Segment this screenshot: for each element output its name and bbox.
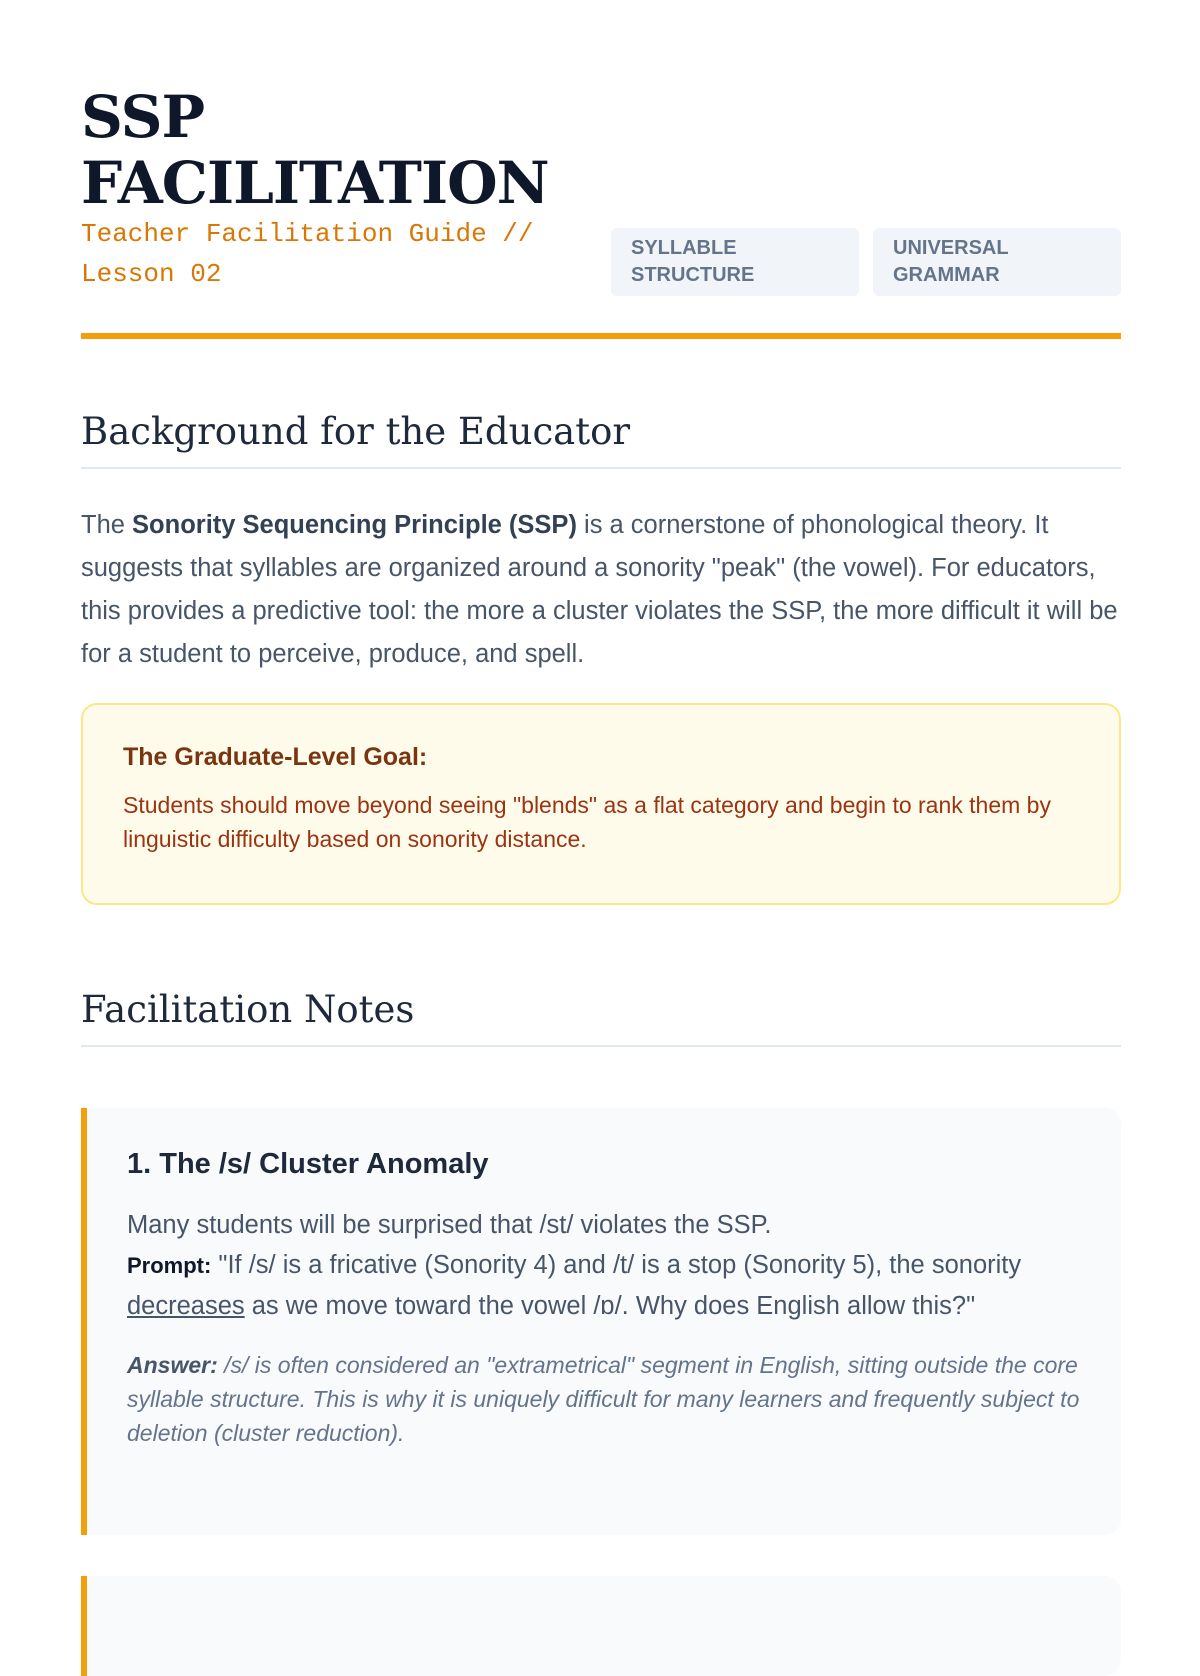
note-card-next: [81, 1576, 1121, 1676]
note-prompt: [127, 1245, 1081, 1326]
background-heading: Background for the Educator: [81, 410, 1121, 469]
title-line-2: FACILITATION: [81, 149, 549, 217]
goal-title: The Graduate-Level Goal:: [123, 743, 428, 771]
note-card: [81, 1108, 1121, 1535]
text: is a cornerstone of phonological theory. It suggests that syllables are organized around a sonority "peak" (the vowel). For educators, this provides a predictive tool: the more a cluster violates the SSP, the more difficult it will be for a student to perceive, produce, and spell.: [81, 511, 1118, 668]
text: The: [81, 511, 133, 539]
header-divider: [81, 333, 1121, 339]
prompt-label: Prompt:: [127, 1253, 212, 1278]
answer-label: Answer:: [127, 1352, 218, 1378]
emphasis: decreases: [127, 1292, 245, 1320]
background-paragraph: [81, 504, 1126, 676]
goal-callout: [81, 703, 1121, 905]
text: /s/ is often considered an "extrametrical" segment in English, sitting outside the core syllable structure. This is why it is uniquely difficult for many learners and frequently subject to deletion (cluster reduction).: [127, 1352, 1080, 1446]
tag-universal-grammar: UNIVERSAL GRAMMAR: [873, 228, 1121, 296]
title-line-1: SSP: [81, 83, 205, 151]
page-title: [81, 84, 549, 216]
ssp-term: Sonority Sequencing Principle (SSP): [132, 511, 577, 539]
note-answer: [127, 1348, 1081, 1450]
text: "If /s/ is a fricative (Sonority 4) and /t/ is a stop (Sonority 5), the sonority: [211, 1251, 1022, 1279]
note-title: 1. The /s/ Cluster Anomaly: [127, 1148, 489, 1180]
tag-syllable-structure: SYLLABLE STRUCTURE: [611, 228, 859, 296]
note-intro: Many students will be surprised that /st/ violates the SSP.: [127, 1211, 772, 1239]
page-subtitle: Teacher Facilitation Guide // Lesson 02: [81, 219, 534, 289]
tag-list: [611, 228, 1121, 296]
goal-text: Students should move beyond seeing "blends" as a flat category and begin to rank them by linguistic difficulty based on sonority distance.: [123, 792, 1051, 852]
text: as we move toward the vowel /ɒ/. Why does English allow this?": [244, 1292, 976, 1320]
facilitation-heading: Facilitation Notes: [81, 988, 1121, 1047]
